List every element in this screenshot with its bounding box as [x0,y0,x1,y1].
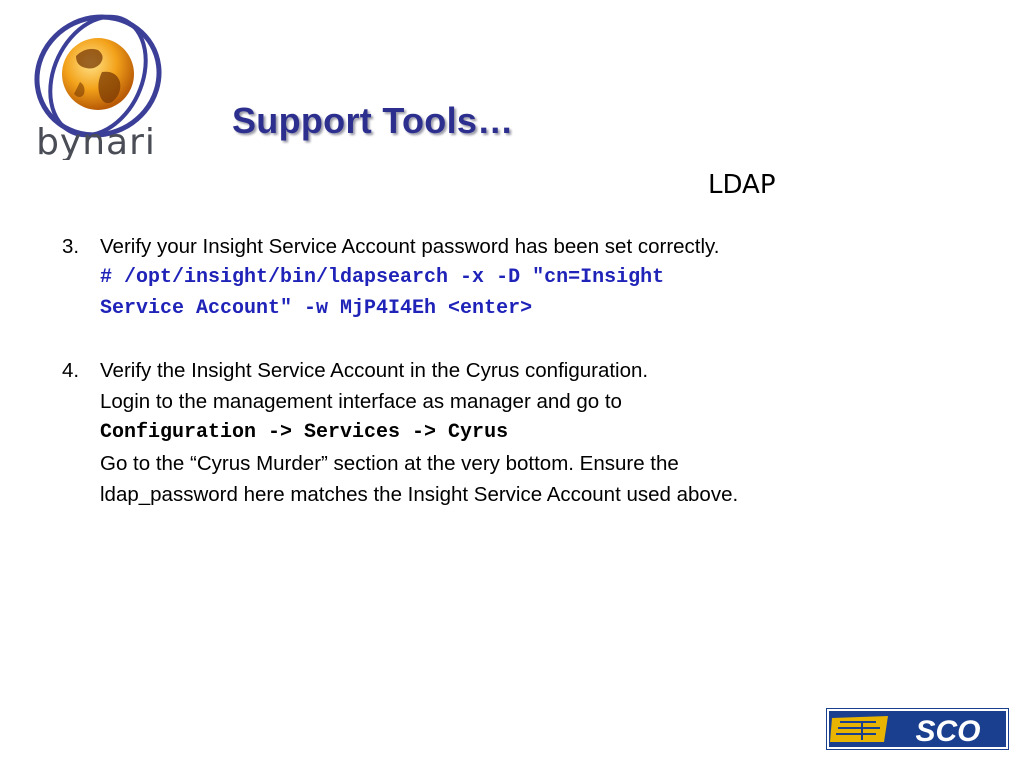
step-item [62,355,962,510]
page-title: Support Tools… [232,100,514,141]
tree-icon [830,716,888,742]
bynari-logo [28,10,168,160]
sco-wordmark: SCO [915,715,981,748]
step-number: 3. [62,235,80,258]
sco-logo [826,708,1009,750]
section-subtitle: LDAP [708,170,776,200]
step-number: 4. [62,359,80,382]
step-text: ldap_password here matches the Insight Service Account used above. [100,483,739,506]
step-text: Verify the Insight Service Account in the Cyrus configuration. [100,359,649,382]
step-text: Login to the management interface as manager and go to [100,390,622,413]
step-text: Go to the “Cyrus Murder” section at the very bottom. Ensure the [100,452,679,475]
step-text: Verify your Insight Service Account password has been set correctly. [100,235,720,258]
steps-list [62,231,962,510]
command-line: Service Account" -w MjP4I4Eh <enter> [100,297,533,320]
step-item [62,231,962,324]
menu-path: Configuration -> Services -> Cyrus [100,421,509,444]
logo-wordmark: bynari [36,122,156,160]
command-line: # /opt/insight/bin/ldapsearch -x -D "cn=Insight [100,266,665,289]
